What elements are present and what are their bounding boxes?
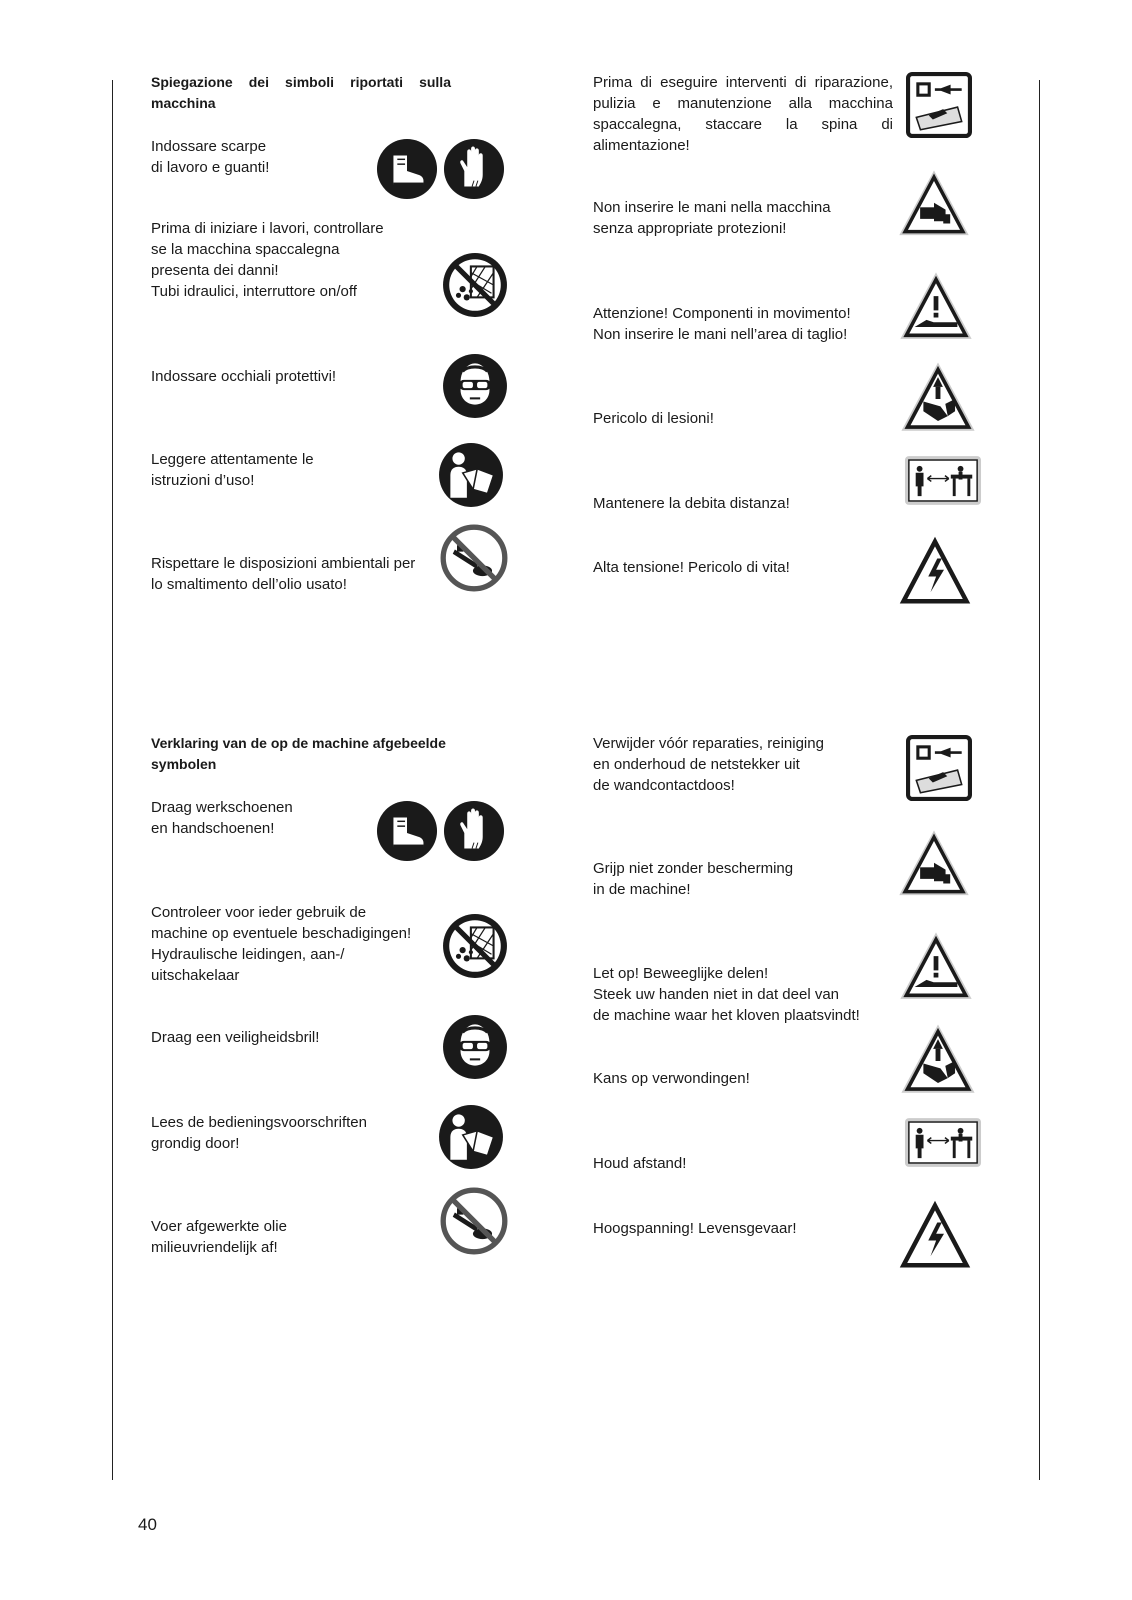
moving-parts-warning-icon xyxy=(894,930,978,1006)
symbol-description-high-voltage-nl: Hoogspanning! Levensgevaar! xyxy=(593,1220,797,1237)
left-margin-rule xyxy=(112,80,113,1480)
hand-guard-warning-icon xyxy=(892,828,976,902)
unplug-maintenance-icon xyxy=(906,735,972,801)
read-manual-icon xyxy=(438,1104,504,1170)
page-number: 40 xyxy=(138,1515,157,1534)
symbol-description-unplug: Prima di eseguire interventi di riparazione, pulizia e manutenzione alla macchina spaccalegna, staccare la spina di alimentazione! xyxy=(593,74,893,154)
symbol-description-moving-parts: Attenzione! Componenti in movimento! Non inserire le mani nell’area di taglio! xyxy=(593,305,851,343)
work-boot-icon xyxy=(376,800,438,862)
injury-warning-icon xyxy=(896,360,980,438)
safety-goggles-icon xyxy=(442,353,508,419)
damage-check-icon xyxy=(442,252,508,318)
symbol-description-high-voltage: Alta tensione! Pericolo di vita! xyxy=(593,559,790,576)
gloves-icon xyxy=(443,138,505,200)
high-voltage-icon xyxy=(896,1200,974,1272)
symbol-description-oil-disposal: Rispettare le disposizioni ambientali per lo smaltimento dell’olio usato! xyxy=(151,555,416,593)
symbol-description-keep-distance-nl: Houd afstand! xyxy=(593,1155,687,1172)
work-boot-icon xyxy=(376,138,438,200)
symbol-description-goggles-nl: Draag een veiligheidsbril! xyxy=(151,1029,320,1046)
symbol-description-read-manual-nl: Lees de bedieningsvoorschriften grondig door! xyxy=(151,1114,367,1152)
high-voltage-icon xyxy=(896,536,974,608)
symbol-description-hand-guard-nl: Grijp niet zonder bescherming in de machine! xyxy=(593,860,794,898)
symbol-description-moving-parts-nl: Let op! Beweeglijke delen! Steek uw handen niet in dat deel van de machine waar het kloven plaatsvindt! xyxy=(593,965,860,1024)
symbol-description-injury: Pericolo di lesioni! xyxy=(593,410,714,427)
read-manual-icon xyxy=(438,442,504,508)
symbol-description-boots-gloves-nl: Draag werkschoenen en handschoenen! xyxy=(151,799,293,837)
safety-goggles-icon xyxy=(442,1014,508,1080)
keep-distance-icon xyxy=(904,455,982,506)
section-heading-dutch: Verklaring van de op de machine afgebeelde symbolen xyxy=(151,735,446,772)
moving-parts-warning-icon xyxy=(894,270,978,346)
symbol-description-boots-gloves: Indossare scarpe di lavoro e guanti! xyxy=(151,138,270,176)
symbol-description-goggles: Indossare occhiali protettivi! xyxy=(151,368,337,385)
section-heading-italian: Spiegazione dei simboli riportati sulla macchina xyxy=(151,74,451,111)
unplug-maintenance-icon xyxy=(906,72,972,138)
symbol-description-damage-check: Prima di iniziare i lavori, controllare se la macchina spaccalegna presenta dei danni! Tubi idraulici, interruttore on/off xyxy=(151,220,384,300)
hand-guard-warning-icon xyxy=(892,168,976,242)
symbol-description-unplug-nl: Verwijder vóór reparaties, reiniging en onderhoud de netstekker uit de wandcontactdoos! xyxy=(593,735,824,794)
no-oil-dumping-icon xyxy=(440,1187,508,1255)
symbol-description-keep-distance: Mantenere la debita distanza! xyxy=(593,495,790,512)
damage-check-icon xyxy=(442,913,508,979)
symbol-description-oil-disposal-nl: Voer afgewerkte olie milieuvriendelijk af! xyxy=(151,1218,287,1256)
symbol-description-injury-nl: Kans op verwondingen! xyxy=(593,1070,750,1087)
no-oil-dumping-icon xyxy=(440,524,508,592)
symbol-description-damage-check-nl: Controleer voor ieder gebruik de machine op eventuele beschadigingen! Hydraulische leidingen, aan-/ uitschakelaar xyxy=(151,904,412,984)
keep-distance-icon xyxy=(904,1117,982,1168)
gloves-icon xyxy=(443,800,505,862)
injury-warning-icon xyxy=(896,1022,980,1100)
symbol-description-read-manual: Leggere attentamente le istruzioni d’uso! xyxy=(151,451,314,489)
right-margin-rule xyxy=(1039,80,1040,1480)
symbol-description-hand-guard: Non inserire le mani nella macchina senza appropriate protezioni! xyxy=(593,199,831,237)
